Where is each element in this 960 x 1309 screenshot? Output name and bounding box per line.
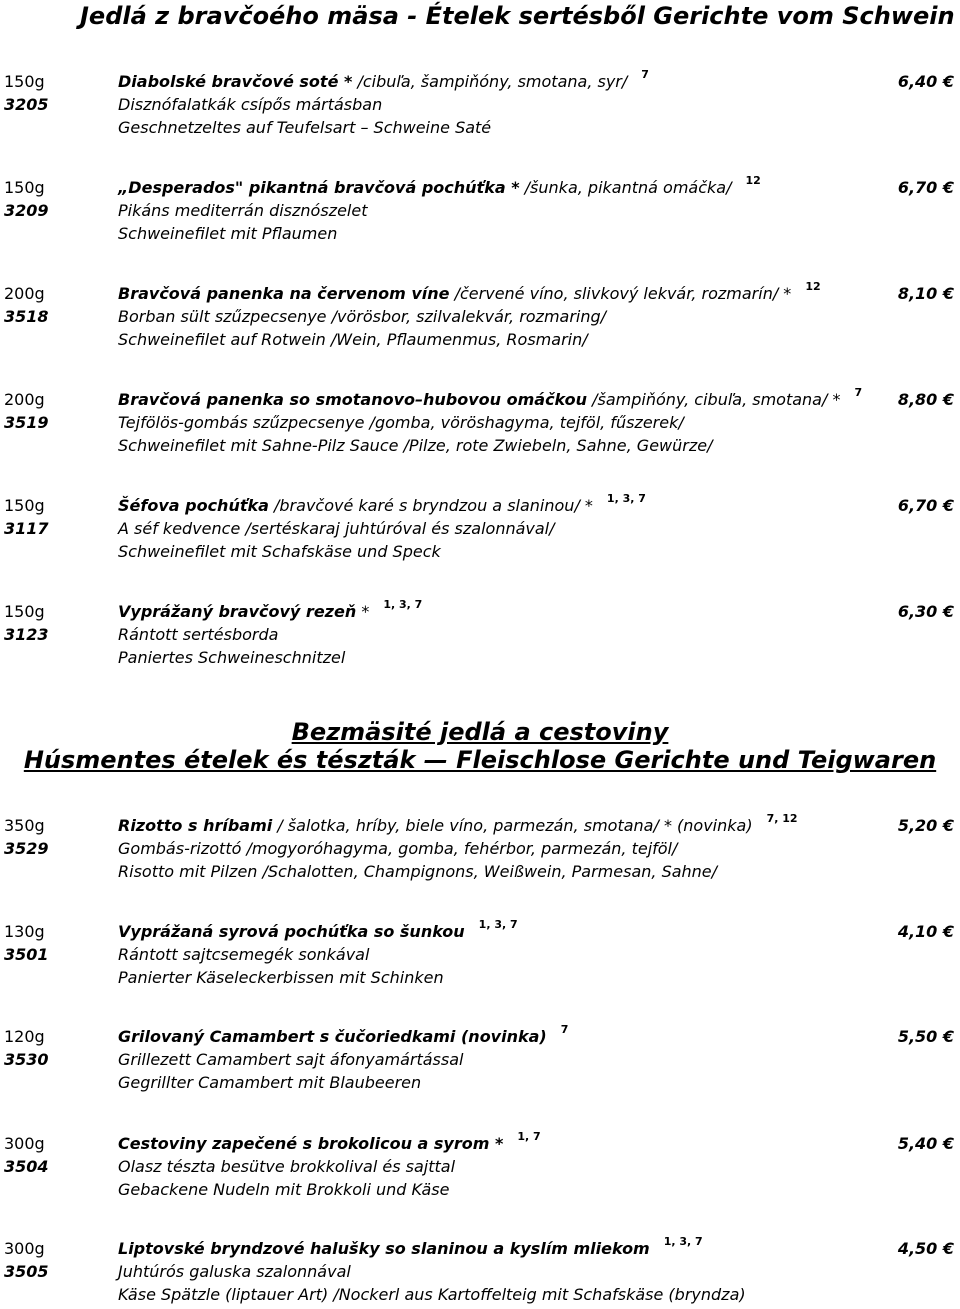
dish-price: 6,40 € xyxy=(897,72,954,91)
dish-name: Šéfova pochúťka xyxy=(118,496,269,515)
dish-name-de: Paniertes Schweineschnitzel xyxy=(118,648,346,667)
dish-name-hu: Gombás-rizottó /mogyoróhagyma, gomba, fehérbor, parmezán, tejföl/ xyxy=(118,839,678,858)
dish-name: Vyprážaná syrová pochúťka so šunkou xyxy=(118,922,465,941)
dish-title xyxy=(118,494,646,519)
menu-item xyxy=(0,1237,960,1306)
dish-name: Cestoviny zapečené s brokolicou a syrom * xyxy=(118,1134,504,1153)
dish-allergens: 7, 12 xyxy=(766,812,798,825)
menu-item xyxy=(0,1132,960,1201)
menu-item xyxy=(0,1025,960,1094)
dish-title xyxy=(118,1237,703,1262)
dish-allergens: 1, 3, 7 xyxy=(663,1235,703,1248)
dish-name-de: Schweinefilet auf Rotwein /Wein, Pflaumenmus, Rosmarin/ xyxy=(118,330,588,349)
dish-weight: 150g xyxy=(4,496,45,515)
dish-name-de: Schweinefilet mit Sahne-Pilz Sauce /Pilze, rote Zwiebeln, Sahne, Gewürze/ xyxy=(118,436,713,455)
dish-code: 3209 xyxy=(4,201,49,220)
dish-code: 3501 xyxy=(4,945,49,964)
dish-name-hu: Tejfölös-gombás szűzpecsenye /gomba, vöröshagyma, tejföl, fűszerek/ xyxy=(118,413,684,432)
dish-allergens: 7 xyxy=(641,68,649,81)
dish-code: 3518 xyxy=(4,307,49,326)
dish-code: 3505 xyxy=(4,1262,49,1281)
dish-description: /červené víno, slivkový lekvár, rozmarín/ * xyxy=(449,284,792,303)
dish-weight: 150g xyxy=(4,602,45,621)
dish-allergens: 7 xyxy=(854,386,863,399)
dish-title xyxy=(118,176,761,201)
dish-allergens: 1, 3, 7 xyxy=(478,918,518,931)
dish-name-hu: Disznófalatkák csípős mártásban xyxy=(118,95,383,114)
dish-description: /šunka, pikantná omáčka/ xyxy=(519,178,732,197)
dish-price: 8,10 € xyxy=(897,284,954,303)
dish-name-hu: Juhtúrós galuska szalonnával xyxy=(118,1262,351,1281)
menu-item xyxy=(0,920,960,989)
dish-price: 4,50 € xyxy=(897,1239,954,1258)
dish-name: Rizotto s hríbami xyxy=(118,816,273,835)
dish-title xyxy=(118,1132,541,1157)
dish-price: 6,30 € xyxy=(897,602,954,621)
dish-code: 3529 xyxy=(4,839,49,858)
dish-title xyxy=(118,282,821,307)
dish-name-hu: Grillezett Camambert sajt áfonyamártással xyxy=(118,1050,464,1069)
dish-weight: 200g xyxy=(4,390,45,409)
dish-weight: 200g xyxy=(4,284,45,303)
dish-name-hu: Rántott sertésborda xyxy=(118,625,279,644)
dish-title xyxy=(118,600,422,625)
dish-allergens: 7 xyxy=(560,1023,569,1036)
dish-code: 3530 xyxy=(4,1050,49,1069)
dish-name-hu: Pikáns mediterrán disznószelet xyxy=(118,201,368,220)
section-title-meatless: Bezmäsité jedlá a cestoviny xyxy=(291,718,669,746)
dish-code: 3519 xyxy=(4,413,49,432)
dish-description: * xyxy=(356,602,370,621)
dish-name-de: Gegrillter Camambert mit Blaubeeren xyxy=(118,1073,422,1092)
dish-price: 4,10 € xyxy=(897,922,954,941)
dish-name-de: Risotto mit Pilzen /Schalotten, Champignons, Weißwein, Parmesan, Sahne/ xyxy=(118,862,718,881)
dish-allergens: 12 xyxy=(805,280,821,293)
dish-name: Vyprážaný bravčový rezeň xyxy=(118,602,357,621)
dish-name-hu: A séf kedvence /sertéskaraj juhtúróval és szalonnával/ xyxy=(118,519,555,538)
dish-name: Liptovské bryndzové halušky so slaninou a kyslím mliekom xyxy=(118,1239,650,1258)
dish-description: /šampiňóny, cibuľa, smotana/ * xyxy=(587,390,841,409)
dish-allergens: 1, 3, 7 xyxy=(383,598,423,611)
menu-item xyxy=(0,282,960,351)
dish-weight: 300g xyxy=(4,1239,45,1258)
dish-name-hu: Olasz tészta besütve brokkolival és sajttal xyxy=(118,1157,456,1176)
dish-title xyxy=(118,814,798,839)
menu-item xyxy=(0,814,960,883)
dish-weight: 120g xyxy=(4,1027,45,1046)
menu-item xyxy=(0,70,960,139)
dish-weight: 150g xyxy=(4,178,45,197)
dish-description: / šalotka, hríby, biele víno, parmezán, smotana/ * (novinka) xyxy=(272,816,753,835)
dish-name-de: Käse Spätzle (liptauer Art) /Nockerl aus Kartoffelteig mit Schafskäse (bryndza) xyxy=(118,1285,746,1304)
dish-price: 5,40 € xyxy=(897,1134,954,1153)
dish-name-de: Gebackene Nudeln mit Brokkoli und Käse xyxy=(118,1180,450,1199)
dish-name-hu: Rántott sajtcsemegék sonkával xyxy=(118,945,370,964)
dish-weight: 300g xyxy=(4,1134,45,1153)
dish-name: „Desperados" pikantná bravčová pochúťka * xyxy=(118,178,520,197)
dish-name: Grilovaný Camambert s čučoriedkami (novinka) xyxy=(118,1027,547,1046)
dish-price: 5,50 € xyxy=(897,1027,954,1046)
dish-allergens: 12 xyxy=(745,174,761,187)
dish-description: /cibuľa, šampiňóny, smotana, syr/ xyxy=(352,72,628,91)
dish-price: 6,70 € xyxy=(897,496,954,515)
dish-price: 5,20 € xyxy=(897,816,954,835)
dish-name: Bravčová panenka na červenom víne xyxy=(118,284,450,303)
dish-name: Bravčová panenka so smotanovo–hubovou omáčkou xyxy=(118,390,588,409)
dish-name-de: Schweinefilet mit Schafskäse und Speck xyxy=(118,542,441,561)
dish-title xyxy=(118,388,862,413)
dish-name-de: Schweinefilet mit Pflaumen xyxy=(118,224,338,243)
menu-item xyxy=(0,494,960,563)
dish-code: 3117 xyxy=(4,519,49,538)
dish-weight: 150g xyxy=(4,72,45,91)
dish-weight: 350g xyxy=(4,816,45,835)
dish-title xyxy=(118,1025,568,1050)
menu-item xyxy=(0,176,960,245)
dish-price: 6,70 € xyxy=(897,178,954,197)
dish-weight: 130g xyxy=(4,922,45,941)
dish-name-de: Panierter Käseleckerbissen mit Schinken xyxy=(118,968,444,987)
dish-allergens: 1, 7 xyxy=(517,1130,541,1143)
dish-code: 3504 xyxy=(4,1157,49,1176)
dish-title xyxy=(118,920,518,945)
dish-name-hu: Borban sült szűzpecsenye /vörösbor, szilvalekvár, rozmaring/ xyxy=(118,307,607,326)
menu-item xyxy=(0,600,960,669)
section-title-pork: Jedlá z bravčoého mäsa - Ételek sertésből Gerichte vom Schwein xyxy=(80,2,955,30)
dish-allergens: 1, 3, 7 xyxy=(606,492,646,505)
dish-name: Diabolské bravčové soté * xyxy=(118,72,353,91)
dish-code: 3205 xyxy=(4,95,49,114)
dish-price: 8,80 € xyxy=(897,390,954,409)
dish-description: /bravčové karé s bryndzou a slaninou/ * xyxy=(268,496,593,515)
menu-item xyxy=(0,388,960,457)
dish-title xyxy=(118,70,649,95)
dish-name-de: Geschnetzeltes auf Teufelsart – Schweine Saté xyxy=(118,118,492,137)
dish-code: 3123 xyxy=(4,625,49,644)
section-subtitle-meatless: Húsmentes ételek és tészták — Fleischlose Gerichte und Teigwaren xyxy=(23,746,937,774)
